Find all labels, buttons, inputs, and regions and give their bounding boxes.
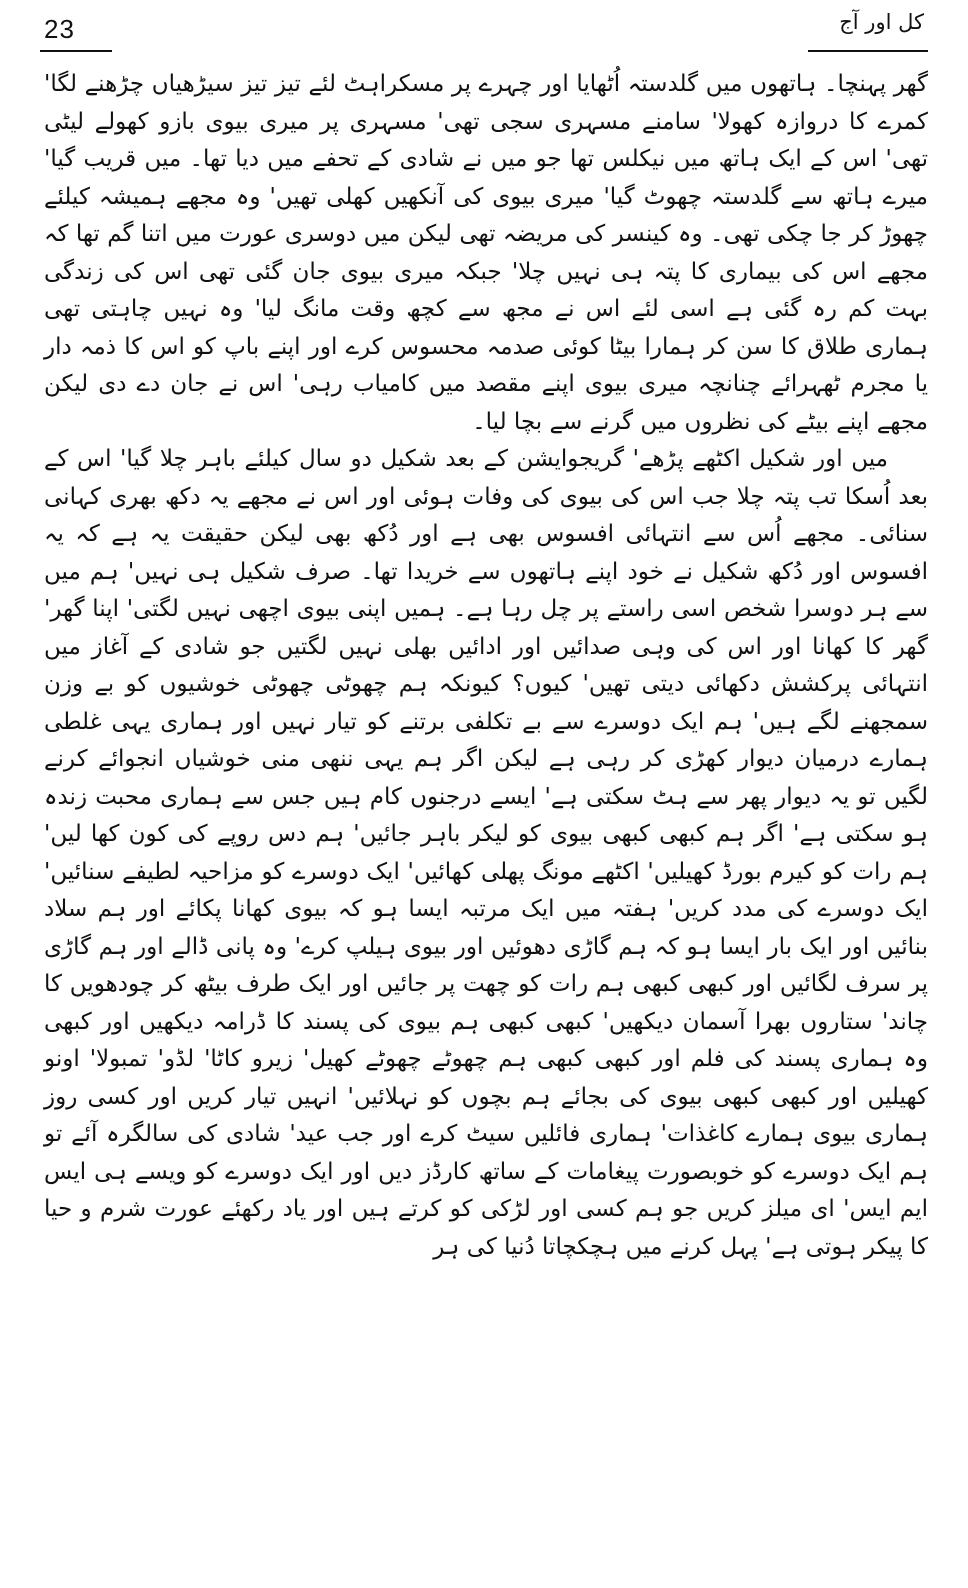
page-number-underline xyxy=(40,50,112,52)
paragraph: گھر پہنچا۔ ہاتھوں میں گلدستہ اُٹھایا اور چہرے پر مسکراہٹ لئے تیز تیز سیڑھیاں چڑھنے لگا' کمرے کا دروازہ کھولا' سامنے مسہری سجی تھی' مسہری پر میری بیوی بازو کھولے لیٹی تھی' اس کے ایک ہاتھ میں نیکلس تھا جو میں نے شادی کے تحفے میں دیا تھا۔ میں قریب گیا' میرے ہاتھ سے گلدستہ چھوٹ گیا' میری بیوی کی آنکھیں کھلی تھیں' وہ مجھے ہمیشہ کیلئے چھوڑ کر جا چکی تھی۔ وہ کینسر کی مریضہ تھی لیکن میں دوسری عورت میں اتنا گم تھا کہ مجھے اس کی بیماری کا پتہ ہی نہیں چلا' جبکہ میری بیوی جان گئی تھی اس کی زندگی بہت کم رہ گئی ہے اسی لئے اس نے مجھ سے کچھ وقت مانگ لیا' وہ نہیں چاہتی تھی ہماری طلاق کا سن کر ہمارا بیٹا کوئی صدمہ محسوس کرے اور اپنے باپ کو اس کا ذمہ دار یا مجرم ٹھہرائے چنانچہ میری بیوی اپنے مقصد میں کامیاب رہی' اس نے جان دے دی لیکن مجھے اپنے بیٹے کی نظروں میں گرنے سے بچا لیا۔ xyxy=(44,71,928,435)
running-title-underline xyxy=(808,50,928,52)
page-number: 23 xyxy=(44,14,75,44)
article-body xyxy=(44,66,928,1266)
paragraph: میں اور شکیل اکٹھے پڑھے' گریجوایشن کے بعد شکیل دو سال کیلئے باہر چلا گیا' اس کے بعد اُسکا تب پتہ چلا جب اس کی بیوی کی وفات ہوئی اور اس نے مجھے یہ دکھ بھری کہانی سنائی۔ مجھے اُس سے انتہائی افسوس بھی ہے اور دُکھ بھی لیکن حقیقت یہ ہے کہ یہ افسوس اور دُکھ شکیل نے خود اپنے ہاتھوں سے خریدا تھا۔ صرف شکیل ہی نہیں' ہم میں سے ہر دوسرا شخص اسی راستے پر چل رہا ہے۔ ہمیں اپنی بیوی اچھی نہیں لگتی' اپنا گھر' گھر کا کھانا اور اس کی وہی صدائیں اور ادائیں بھلی نہیں لگتیں جو شادی کے آغاز میں انتہائی پرکشش دکھائی دیتی تھیں' کیوں؟ کیونکہ ہم چھوٹی چھوٹی خوشیوں کو بے وزن سمجھنے لگے ہیں' ہم ایک دوسرے سے بے تکلفی برتنے کو تیار نہیں اور ہماری یہی غلطی ہمارے درمیان دیوار کھڑی کر رہی ہے لیکن اگر ہم یہی ننھی منی خوشیاں انجوائے کرنے لگیں تو یہ دیوار پھر سے ہٹ سکتی ہے' ایسے درجنوں کام ہیں جس سے ہماری محبت زندہ ہو سکتی ہے' اگر ہم کبھی کبھی بیوی کو لیکر باہر جائیں' ہم دس روپے کی کون کھا لیں' ہم رات کو کیرم بورڈ کھیلیں' اکٹھے مونگ پھلی کھائیں' ایک دوسرے کو مزاحیہ لطیفے سنائیں' ایک دوسرے کی مدد کریں' ہفتہ میں ایک مرتبہ ایسا ہو کہ بیوی کھانا پکائے اور ہم سلاد بنائیں اور ایک بار ایسا ہو کہ ہم گاڑی دھوئیں اور بیوی ہیلپ کرے' وہ پانی ڈالے اور ہم گاڑی پر سرف لگائیں اور کبھی کبھی ہم رات کو چھت پر جائیں اور ایک طرف بیٹھ کر چودھویں کا چاند' ستاروں بھرا آسمان دیکھیں' کبھی کبھی ہم بیوی کی پسند کا ڈرامہ دیکھیں اور کبھی وہ ہماری پسند کی فلم اور کبھی کبھی ہم چھوٹے چھوٹے کھیل' زیرو کاٹا' لڈو' تمبولا' اونو کھیلیں اور کبھی کبھی بیوی کی بجائے ہم بچوں کو نہلائیں' انہیں تیار کریں اور کسی روز ہماری بیوی ہمارے کاغذات' ہماری فائلیں سیٹ کرے اور جب عید' شادی کی سالگرہ آئے تو ہم ایک دوسرے کو خوبصورت پیغامات کے ساتھ کارڈز دیں اور ایک دوسرے کو ویسے ہی ایس ایم ایس' ای میلز کریں جو ہم کسی اور لڑکی کو کرتے ہیں اور یاد رکھئے عورت شرم و حیا کا پیکر ہوتی ہے' پہل کرنے میں ہچکچاتا دُنیا کی ہر xyxy=(44,446,928,1260)
running-title: کل اور آج xyxy=(839,10,924,34)
